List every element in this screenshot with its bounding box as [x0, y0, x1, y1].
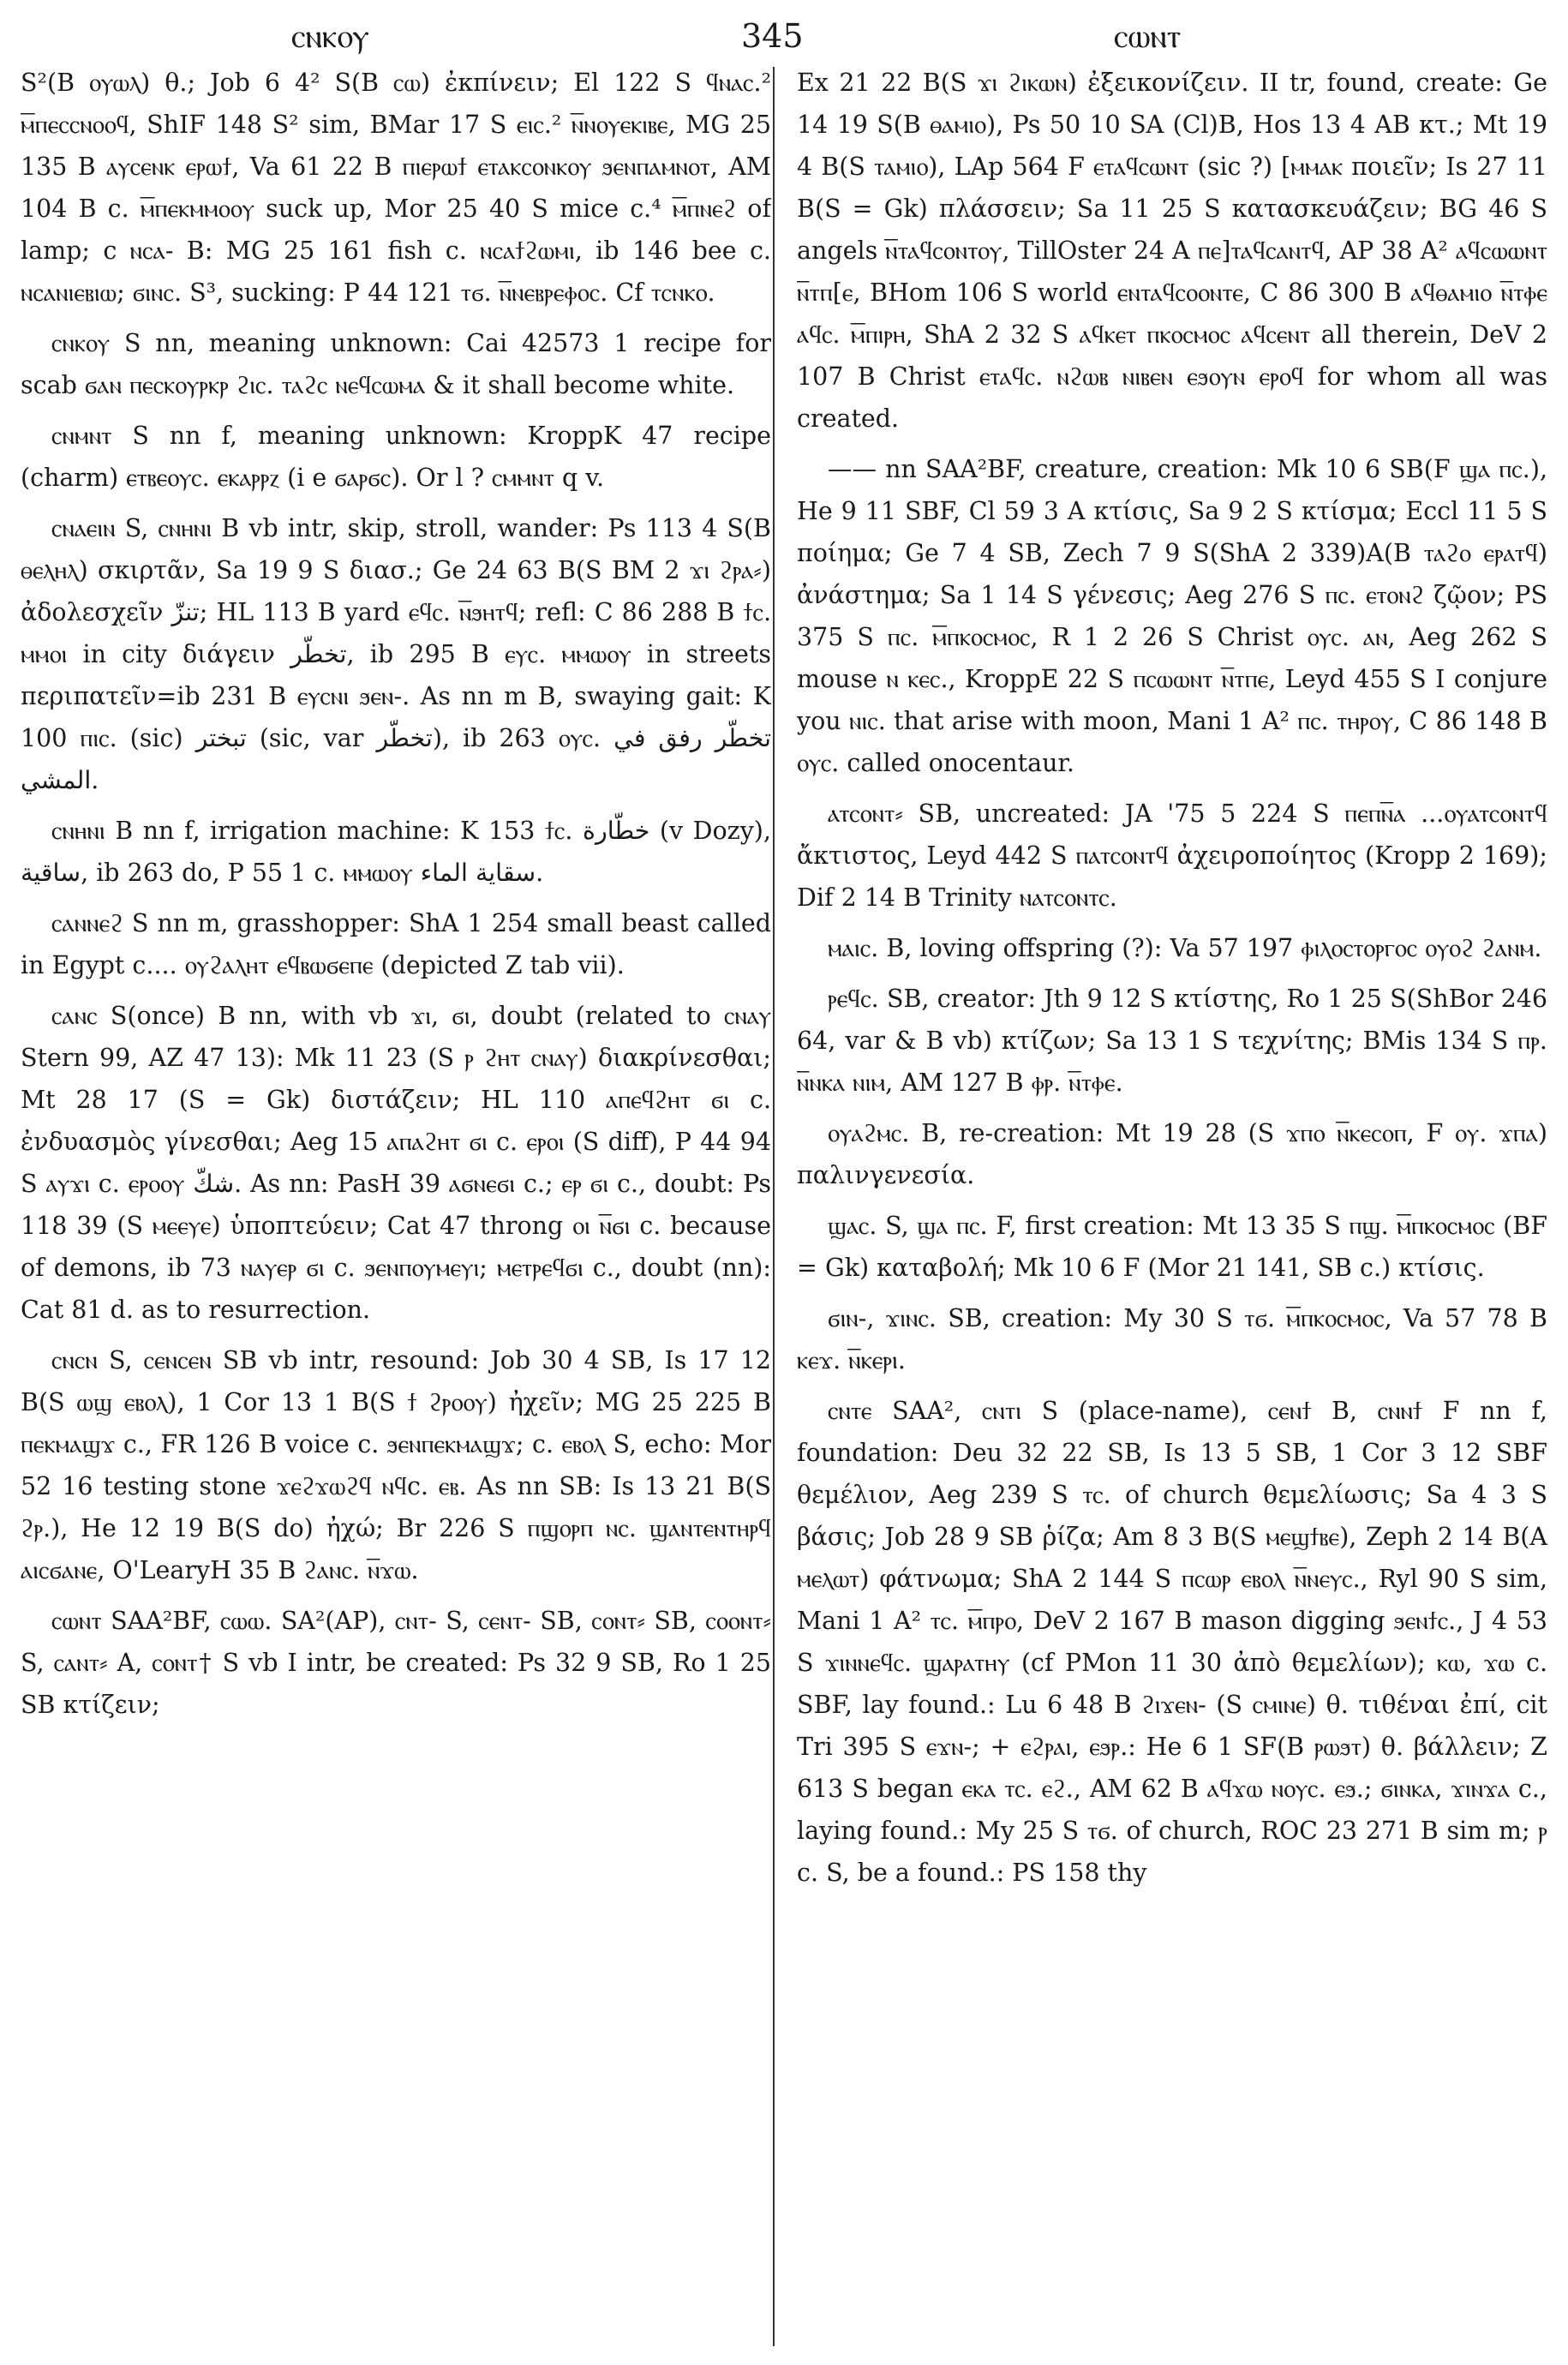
- column-divider: [773, 67, 775, 2346]
- entry-mais: ⲙⲁⲓⲥ. B, loving offspring (?): Va 57 197 ⲫⲓⲗⲟⲥⲧⲟⲣⲅⲟⲥ ⲟⲩⲟϩ ϩⲁⲛⲙ.: [828, 934, 1542, 962]
- entry-atsont: ⲁⲧⲥⲟⲛⲧ⸗ SB, uncreated: JA '75 5 224 S ⲡⲉⲡⲛ̅ⲁ ...ⲟⲩⲁⲧⲥⲟⲛⲧϥ ἄκτιστος, Leyd 442 S ⲡⲁⲧⲥⲟⲛⲧϥ ἀχειροποίητος (Kropp 2 169); Dif 2 14 B Trinity ⲛⲁⲧⲥⲟⲛⲧⲥ.: [797, 799, 1547, 912]
- entry-continuation: S²(B ⲟⲩⲱⲗ) θ.; Job 6 4² S(B ⲥⲱ) ἐκπίνειν; El 122 S ϥⲛⲁⲥ.² ⲙ̅ⲡⲉⲥⲥⲛⲟⲟϥ, ShIF 148 S² sim, BMar 17 S ⲉⲓⲥ.² ⲛ̅ⲛⲟⲩⲉⲕⲓⲃⲉ, MG 25 135 B ⲁⲩⲥⲉⲛⲕ ⲉⲣⲱϯ, Va 61 22 B ⲡⲓⲉⲣⲱϯ ⲉⲧⲁⲕⲥⲟⲛⲕⲟⲩ ϧⲉⲛⲡⲁⲙⲛⲟⲧ, AM 104 B c. ⲙ̅ⲡⲉⲕⲙⲙⲟⲟⲩ suck up, Mor 25 40 S mice c.⁴ ⲙ̅ⲡⲛⲉϩ of lamp; c ⲛⲥⲁ- B: MG 25 161 fish c. ⲛⲥⲁϯϩⲱⲙⲓ, ib 146 bee c. ⲛⲥⲁⲛⲓⲉⲃⲓⲱ; ϭⲓⲛⲥ. S³, sucking: P 44 121 ⲧϭ. ⲛ̅ⲛⲉⲃⲣⲉⲫⲟⲥ. Cf ⲧⲥⲛⲕⲟ.: [21, 69, 771, 307]
- right-column: [797, 62, 1547, 2358]
- entry-sont-nn: —— nn SAA²BF, creature, creation: Mk 10 6 SB(F ϣⲁ ⲡⲥ.), He 9 11 SBF, Cl 59 3 A κτίσις, Sa 9 2 S κτίσμα; Eccl 11 5 S ποίημα; Ge 7 4 SB, Zech 7 9 S(ShA 2 339)A(B ⲧⲁϩⲟ ⲉⲣⲁⲧϥ) ἀνάστημα; Sa 1 14 S γένεσις; Aeg 276 S ⲡⲥ. ⲉⲧⲟⲛϩ ζῷον; PS 375 S ⲡⲥ. ⲙ̅ⲡⲕⲟⲥⲙⲟⲥ, R 1 2 26 S Christ ⲟⲩⲥ. ⲁⲛ, Aeg 262 S mouse ⲛ ⲕⲉⲥ., KroppE 22 S ⲡⲥⲱⲱⲛⲧ ⲛ̅ⲧⲡⲉ, Leyd 455 S I conjure you ⲛⲓⲥ. that arise with moon, Mani 1 A² ⲡⲥ. ⲧⲏⲣⲟⲩ, C 86 148 B ⲟⲩⲥ. called onocentaur.: [797, 455, 1547, 777]
- entry-sont: ⲥⲱⲛⲧ SAA²BF, ⲥⲱⲱ. SA²(AP), ⲥⲛⲧ- S, ⲥⲉⲛⲧ- SB, ⲥⲟⲛⲧ⸗ SB, ⲥⲟⲟⲛⲧ⸗ S, ⲥⲁⲛⲧ⸗ A, ⲥⲟⲛⲧ† S vb I intr, be created: Ps 32 9 SB, Ro 1 25 SB κτίζειν;: [21, 1607, 771, 1719]
- running-head-left: ⲥⲛⲕⲟⲩ: [291, 17, 369, 55]
- entry-snhni: ⲥⲛⲏⲛⲓ B nn f, irrigation machine: K 153 ϯⲥ. خطّارة (v Dozy), ساقية, ib 263 do, P 55 1 c. ⲙⲙⲱⲟⲩ سقاية الماء.: [21, 817, 771, 887]
- entry-cin: ϭⲓⲛ-, ϫⲓⲛⲥ. SB, creation: My 30 S ⲧϭ. ⲙ̅ⲡⲕⲟⲥⲙⲟⲥ, Va 57 78 B ⲕⲉϫ. ⲛ̅ⲕⲉⲣⲓ.: [797, 1304, 1547, 1374]
- page-number: 345: [741, 17, 804, 55]
- entry-sanneh: ⲥⲁⲛⲛⲉϩ S nn m, grasshopper: ShA 1 254 small beast called in Egypt c.... ⲟⲩϩⲁⲗⲏⲧ ⲉϥⲃⲱϭⲉⲡⲉ (depicted Z tab vii).: [21, 909, 771, 979]
- entry-refs: ⲣⲉϥⲥ. SB, creator: Jth 9 12 S κτίστης, Ro 1 25 S(ShBor 246 64, var & B vb) κτίζων; Sa 13 1 S τεχνίτης; BMis 134 S ⲡⲣ. ⲛ̅ⲛⲕⲁ ⲛⲓⲙ, AM 127 B ⲫⲣ. ⲛ̅ⲧⲫⲉ.: [797, 985, 1547, 1097]
- entry-sont-continued: Ex 21 22 B(S ϫⲓ ϩⲓⲕⲱⲛ) ἐξεικονίζειν. II tr, found, create: Ge 14 19 S(B ⲑⲁⲙⲓⲟ), Ps 50 10 SA (Cl)B, Hos 13 4 AB κτ.; Mt 19 4 B(S ⲧⲁⲙⲓⲟ), LAp 564 F ⲉⲧⲁϥⲥⲱⲛⲧ (sic ?) [ⲙⲙⲁⲕ ποιεῖν; Is 27 11 B(S = Gk) πλάσσειν; Sa 11 25 S κατασκευάζειν; BG 46 S angels ⲛ̅ⲧⲁϥⲥⲟⲛⲧⲟⲩ, TillOster 24 A ⲡⲉ]ⲧⲁϥⲥⲁⲛⲧϥ, AP 38 A² ⲁϥⲥⲱⲱⲛⲧ ⲛ̅ⲧⲡ[ⲉ, BHom 106 S world ⲉⲛⲧⲁϥⲥⲟⲟⲛⲧⲉ, C 86 300 B ⲁϥⲑⲁⲙⲓⲟ ⲛ̅ⲧⲫⲉ ⲁϥⲥ. ⲙ̅ⲡⲓⲣⲏ, ShA 2 32 S ⲁϥⲕⲉⲧ ⲡⲕⲟⲥⲙⲟⲥ ⲁϥⲥⲉⲛⲧ all therein, DeV 2 107 B Christ ⲉⲧⲁϥⲥ. ⲛϩⲱⲃ ⲛⲓⲃⲉⲛ ⲉϧⲟⲩⲛ ⲉⲣⲟϥ for whom all was created.: [797, 69, 1547, 433]
- entry-sans: ⲥⲁⲛⲥ S(once) B nn, with vb ϫⲓ, ϭⲓ, doubt (related to ⲥⲛⲁⲩ Stern 99, AZ 47 13): Mk 11 23 (S ⲣ ϩⲏⲧ ⲥⲛⲁⲩ) διακρίνεσθαι; Mt 28 17 (S = Gk) διστάζειν; HL 110 ⲁⲡⲉϥϩⲏⲧ ϭⲓ c. ἐνδυασμὸς γίνεσθαι; Aeg 15 ⲁⲡⲁϩⲏⲧ ϭⲓ c. ⲉⲣⲟⲓ (S diff), P 44 94 S ⲁⲩϫⲓ c. ⲉⲣⲟⲟⲩ شكّ. As nn: PasH 39 ⲁϭⲛⲉϭⲓ c.; ⲉⲣ ϭⲓ c., doubt: Ps 118 39 (S ⲙⲉⲉⲩⲉ) ὑποπτεύειν; Cat 47 throng ⲟⲓ ⲛ̅ϭⲓ c. because of demons, ib 73 ⲛⲁⲩⲉⲣ ϭⲓ c. ϧⲉⲛⲡⲟⲩⲙⲉⲩⲓ; ⲙⲉⲧⲣⲉϥϭⲓ c., doubt (nn): Cat 81 d. as to resurrection.: [21, 1002, 771, 1324]
- entry-snkou: ⲥⲛⲕⲟⲩ S nn, meaning unknown: Cai 42573 1 recipe for scab ϭⲁⲛ ⲡⲉⲥⲕⲟⲩⲣⲕⲣ ϩⲓⲥ. ⲧⲁϩⲥ ⲛⲉϥⲥⲱⲙⲁ & it shall become white.: [21, 329, 771, 399]
- entry-snmmnt: ⲥⲛⲙⲛⲧ S nn f, meaning unknown: KroppK 47 recipe (charm) ⲉⲧⲃⲉⲟⲩⲥ. ⲉⲕⲁⲣⲣⲍ (i e ϭⲁⲣϭⲥ). Or l ? ⲥⲙⲙⲛⲧ q v.: [21, 422, 771, 492]
- entry-ouahms: ⲟⲩⲁϩⲙⲥ. B, re-creation: Mt 19 28 (S ϫⲡⲟ ⲛ̅ⲕⲉⲥⲟⲡ, F ⲟⲩ. ϫⲡⲁ) παλινγενεσία.: [797, 1119, 1547, 1189]
- entry-shas: ϣⲁⲥ. S, ϣⲁ ⲡⲥ. F, first creation: Mt 13 35 S ⲡϣ. ⲙ̅ⲡⲕⲟⲥⲙⲟⲥ (BF = Gk) καταβολή; Mk 10 6 F (Mor 21 141, SB c.) κτίσις.: [797, 1212, 1547, 1282]
- entry-snaein: ⲥⲛⲁⲉⲓⲛ S, ⲥⲛⲏⲛⲓ B vb intr, skip, stroll, wander: Ps 113 4 S(B ⲑⲉⲗⲏⲗ) σκιρτᾶν, Sa 19 9 S διασ.; Ge 24 63 B(S BM 2 ϫⲓ ϩⲣⲁ⸗) ἀδολεσχεῖν تنزّ; HL 113 B yard ⲉϥⲥ. ⲛ̅ϧⲏⲧϥ; refl: C 86 288 B ϯⲥ. ⲙⲙⲟⲓ in city διάγειν تخطّر, ib 295 B ⲉⲩⲥ. ⲙⲙⲱⲟⲩ in streets περιπατεῖν=ib 231 B ⲉⲩⲥⲛⲓ ϧⲉⲛ-. As nn m B, swaying gait: K 100 ⲡⲓⲥ. (sic) تبختر (sic, var تخطّر), ib 263 ⲟⲩⲥ. تخطّر رفق في المشي.: [21, 514, 771, 794]
- entry-snsn: ⲥⲛⲥⲛ S, ⲥⲉⲛⲥⲉⲛ SB vb intr, resound: Job 30 4 SB, Is 17 12 B(S ⲱϣ ⲉⲃⲟⲗ), 1 Cor 13 1 B(S ϯ ϩⲣⲟⲟⲩ) ἠχεῖν; MG 25 225 B ⲡⲉⲕⲙⲁϣϫ c., FR 126 B voice c. ϧⲉⲛⲡⲉⲕⲙⲁϣϫ; c. ⲉⲃⲟⲗ S, echo: Mor 52 16 testing stone ϫⲉϩϫⲱϩϥ ⲛϥc. ⲉⲃ. As nn SB: Is 13 21 B(S ϩⲣ.), He 12 19 B(S do) ἠχώ; Br 226 S ⲡϣⲟⲣⲡ ⲛⲥ. ϣⲁⲛⲧⲉⲛⲧⲏⲣϥ ⲁⲓⲥϭⲁⲛⲉ, O'LearyH 35 B ϩⲁⲛⲥ. ⲛ̅ϫⲱ.: [21, 1346, 771, 1584]
- left-column: [21, 62, 771, 2358]
- running-head-right: ⲥⲱⲛⲧ: [1114, 17, 1182, 55]
- entry-snte: ⲥⲛⲧⲉ SAA², ⲥⲛⲧⲓ S (place-name), ⲥⲉⲛϯ B, ⲥⲛⲛϯ F nn f, foundation: Deu 32 22 SB, Is 13 5 SB, 1 Cor 3 12 SBF θεμέλιον, Aeg 239 S ⲧⲥ. of church θεμελίωσις; Sa 4 3 S βάσις; Job 28 9 SB ῥίζα; Am 8 3 B(S ⲙⲉϣϯⲃⲉ), Zeph 2 14 B(A ⲙⲉⲗⲱⲧ) φάτνωμα; ShA 2 144 S ⲡⲥⲱⲣ ⲉⲃⲟⲗ ⲛ̅ⲛⲉⲩⲥ., Ryl 90 S sim, Mani 1 A² ⲧⲥ. ⲙ̅ⲡⲣⲟ, DeV 2 167 B mason digging ϧⲉⲛϯⲥ., J 4 53 S ϫⲓⲛⲛⲉϥⲥ. ϣⲁⲣⲁⲧⲏⲩ (cf PMon 11 30 ἀπὸ θεμελίων); ⲕⲱ, ϫⲱ c. SBF, lay found.: Lu 6 48 B ϩⲓϫⲉⲛ- (S ⲥⲙⲓⲛⲉ) θ. τιθέναι ἐπί, cit Tri 395 S ⲉϫⲛ-; + ⲉϩⲣⲁⲓ, ⲉϧⲣ.: He 6 1 SF(B ⲣⲱϧⲧ) θ. βάλλειν; Z 613 S began ⲉⲕⲁ ⲧⲥ. ⲉϩ., AM 62 B ⲁϥϫⲱ ⲛⲟⲩⲥ. ⲉϧ.; ϭⲓⲛⲕⲁ, ϫⲓⲛϫⲁ c., laying found.: My 25 S ⲧϭ. of church, ROC 23 271 B sim m; ⲣ c. S, be a found.: PS 158 thy: [797, 1397, 1547, 1887]
- page-header: [0, 10, 1568, 62]
